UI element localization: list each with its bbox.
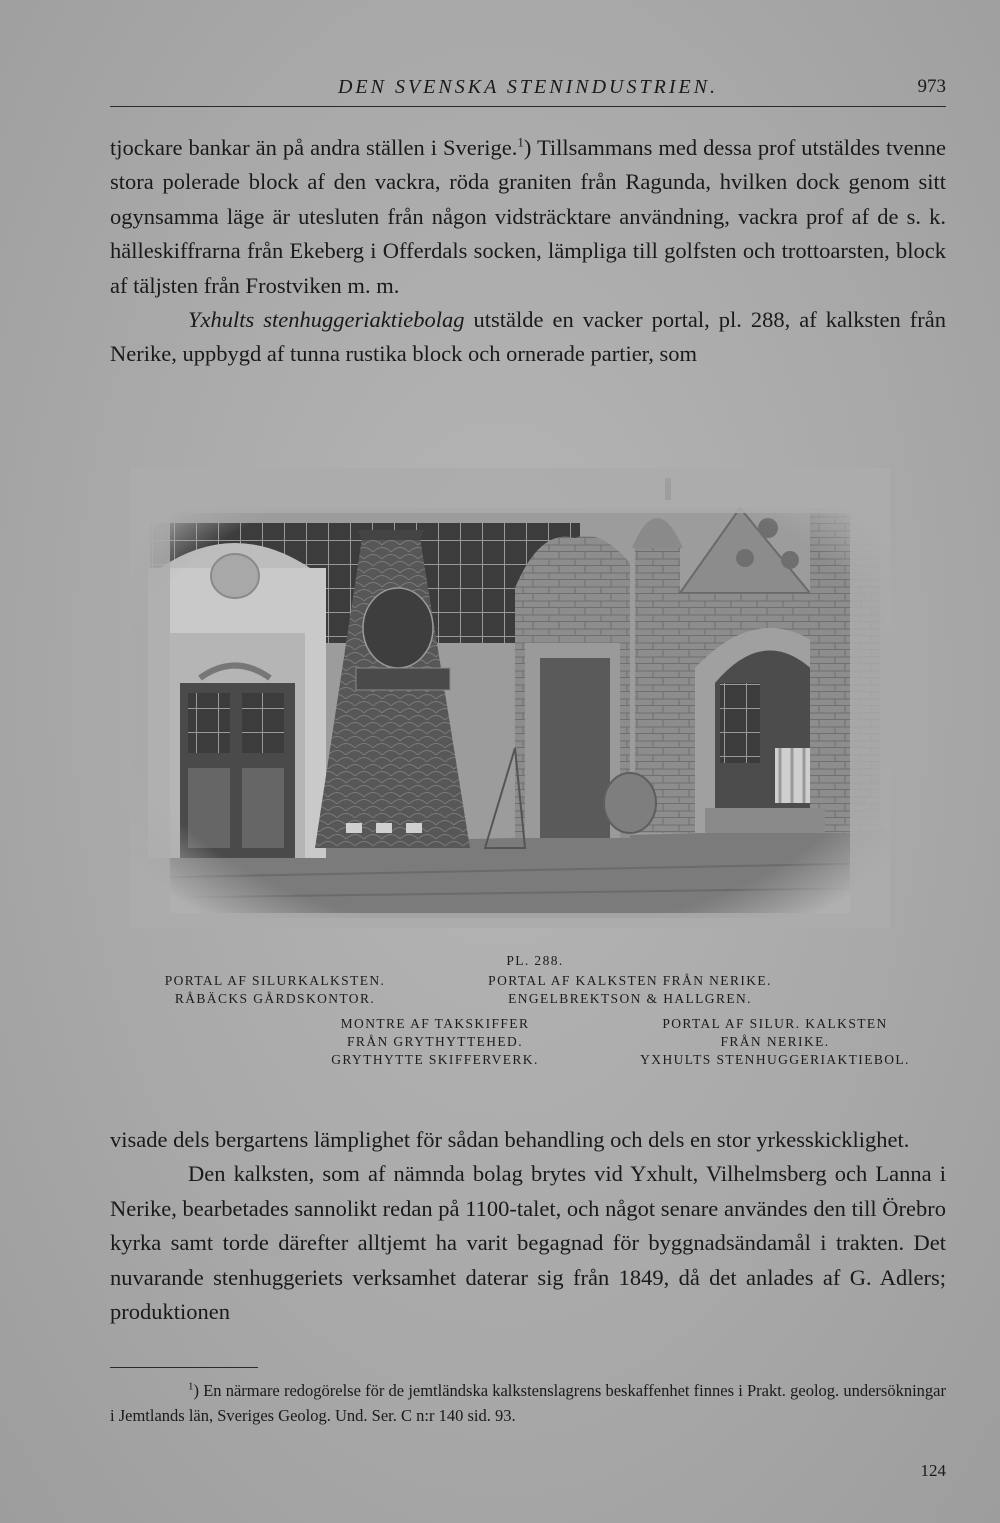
company-name: Yxhults stenhuggeriaktiebolag: [188, 307, 465, 333]
paragraph: tjockare bankar än på andra ställen i Sverige.$^1$) Tillsammans med dessa prof utstäldes tvenne stora polerade block af den vackra, röda graniten från Ragunda, hvilken dock genom sitt ogynsamma läge är utesluten från någon vidsträcktare användning, vackra prof af de s. k. hälleskiffrarna från Ekeberg i Offerdals socken, lämpliga till golfsten och trottoarsten, block af täljsten från Frostviken m. m.: [110, 134, 947, 298]
footnote-marker: 1: [517, 134, 524, 150]
footnotes: [110, 1378, 946, 1428]
paragraph: Den kalksten, som af nämnda bolag brytes vid Yxhult, Vilhelmsberg och Lanna i Nerike, bearbetades sannolikt redan på 1100-talet, och något senare användes den till Örebro kyrka samt torde därefter alltjemt ha varit begagnad för byggnadsändamål i trakten. Det nuvarande stenhuggeriets verksamhet daterar sig från 1849, då det anlades af G. Adlers; produktionen: [110, 1161, 946, 1325]
body-text-top: [110, 131, 946, 372]
running-title: DEN SVENSKA STENINDUSTRIEN.: [337, 76, 719, 98]
running-head: [110, 76, 946, 107]
footnote-rule: [110, 1367, 258, 1368]
paragraph: Yxhults stenhuggeriaktiebolag utstälde en vacker portal, pl. 288, af kalksten från Nerike, uppbygd af tunna rustika block och ornerade partier, som: [110, 307, 946, 367]
footnote: $^1$) En närmare redogörelse för de jemtländska kalkstenslagrens beskaffenhet finnes i Prakt. geolog. undersökningar i Jemtlands län, Sveriges Geolog. Und. Ser. C n:r 140 sid. 93.: [110, 1380, 946, 1425]
caption-right-portal: PORTAL AF SILUR. KALKSTEN FRÅN NERIKE. YXHULTS STENHUGGERIAKTIEBOL.: [640, 1016, 910, 1067]
photo-scene: [130, 468, 890, 928]
page-number: 973: [917, 76, 946, 97]
paragraph: visade dels bergartens lämplighet för sådan behandling och dels en stor yrkesskicklighet.: [110, 1127, 910, 1152]
caption-montre: MONTRE AF TAKSKIFFER FRÅN GRYTHYTTEHED. GRYTHYTTE SKIFFERVERK.: [331, 1016, 539, 1067]
caption-centre-portal: PORTAL AF KALKSTEN FRÅN NERIKE. ENGELBREKTSON & HALLGREN.: [488, 973, 772, 1006]
caption-left-portal: PORTAL AF SILURKALKSTEN. RÅBÄCKS GÅRDSKONTOR.: [164, 973, 386, 1006]
plate-number: PL. 288.: [506, 953, 564, 968]
footnote-marker: 1: [188, 1380, 194, 1393]
body-text-bottom: [110, 1123, 946, 1329]
plate-photograph: [130, 468, 890, 928]
signature-mark: 124: [920, 1461, 946, 1480]
